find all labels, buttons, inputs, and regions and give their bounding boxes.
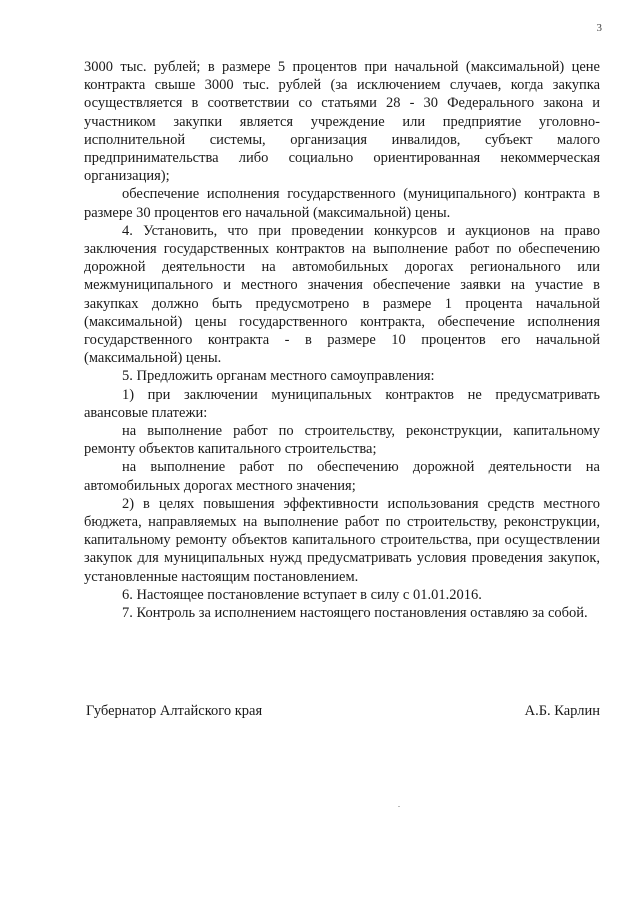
paragraph: на выполнение работ по обеспечению дорожной деятельности на автомобильных дорогах местного значения; <box>84 459 600 494</box>
paragraph: 3000 тыс. рублей; в размере 5 процентов при начальной (максимальной) цене контракта свыше 3000 тыс. рублей (за исключением случаев, когда закупка осуществляется в соответствии со статьями 28 - 30 Федерального закона и участником закупки является учреждение или предприятие уголовно-исполнительной системы, организация инвалидов, субъект малого предпринимательства либо социально ориентированная некоммерческая организация); <box>84 59 600 185</box>
paragraph: на выполнение работ по строительству, реконструкции, капитальному ремонту объектов капитального строительства; <box>84 423 600 458</box>
paragraph: 5. Предложить органам местного самоуправления: <box>122 368 435 385</box>
page-number: 3 <box>596 22 602 34</box>
document-body <box>84 58 600 622</box>
paragraph: 1) при заключении муниципальных контрактов не предусматривать авансовые платежи: <box>84 386 600 421</box>
signature-block <box>86 702 600 720</box>
scan-speck <box>398 806 400 807</box>
signatory-name: А.Б. Карлин <box>524 703 600 719</box>
paragraph: 4. Установить, что при проведении конкурсов и аукционов на право заключения государственных контрактов на выполнение работ по обеспечению дорожной деятельности на автомобильных дорогах регионального или межмуниципального и местного значения обеспечение заявки на участие в закупках должно быть предусмотрено в размере 1 процента начальной (максимальной) цены государственного контракта, обеспечение исполнения государственного контракта - в размере 10 процентов его начальной (максимальной) цены. <box>84 222 600 367</box>
paragraph: обеспечение исполнения государственного (муниципального) контракта в размере 30 процентов его начальной (максимальной) цены. <box>84 186 600 221</box>
paragraph: 2) в целях повышения эффективности использования средств местного бюджета, направляемых на выполнение работ по строительству, реконструкции, капитальному ремонту объектов капитального строительства, при осуществлении закупок для муниципальных нужд предусматривать условия проведения закупок, установленные настоящим постановлением. <box>84 495 600 585</box>
paragraph: 7. Контроль за исполнением настоящего постановления оставляю за собой. <box>122 605 588 622</box>
signatory-position: Губернатор Алтайского края <box>86 703 263 719</box>
paragraph: 6. Настоящее постановление вступает в силу с 01.01.2016. <box>122 586 482 603</box>
